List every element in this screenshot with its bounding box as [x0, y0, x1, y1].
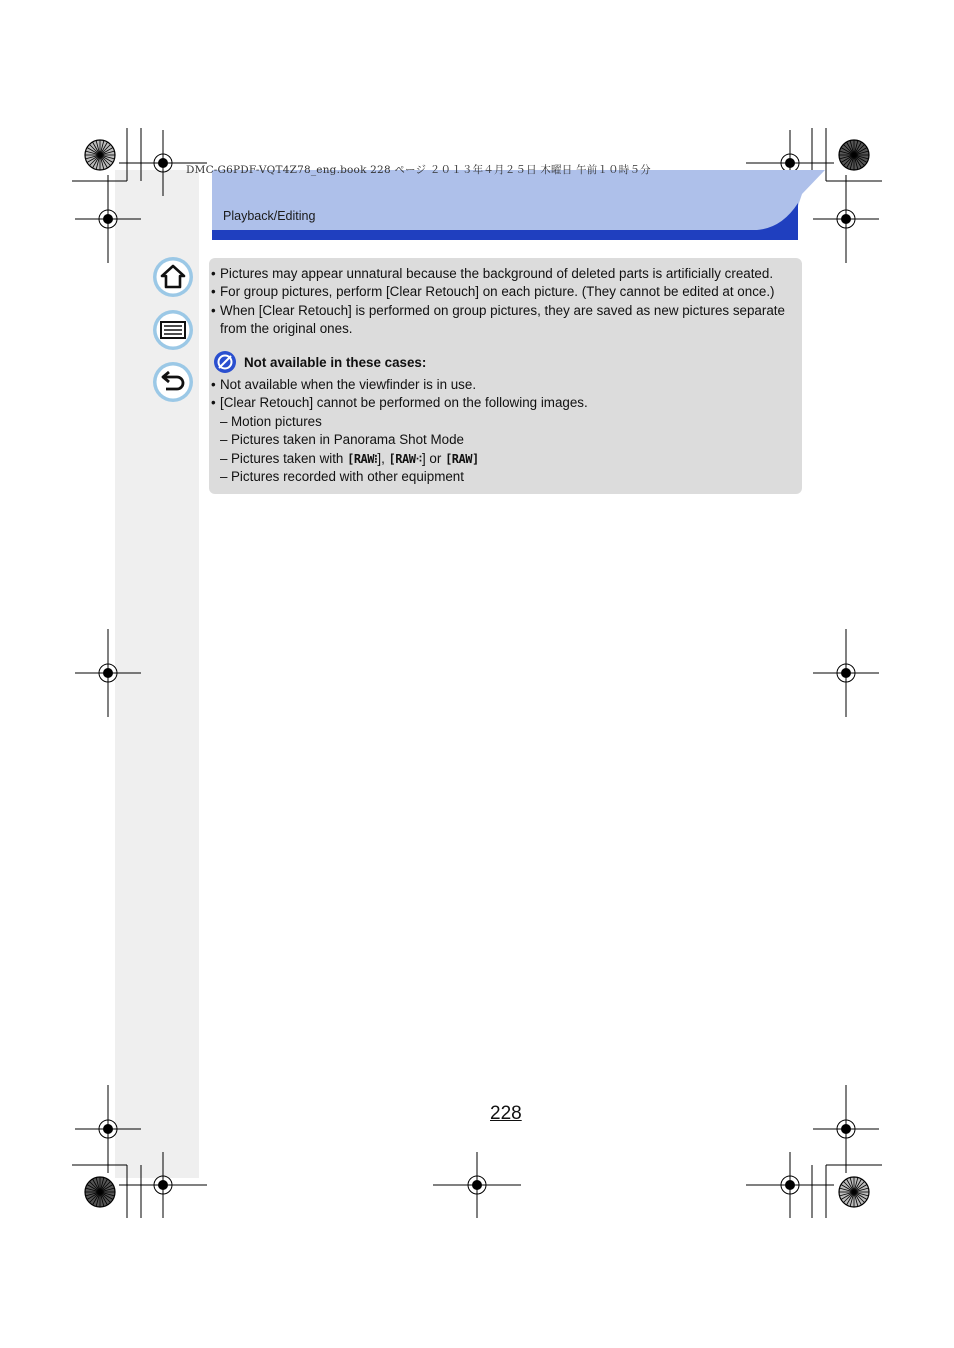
- raw-standard-suffix: ]: [421, 451, 426, 466]
- bullet-text: • For group pictures, perform [Clear Retouch] on each picture. (They cannot be edited at once.): [220, 283, 775, 301]
- content-box: [209, 258, 802, 494]
- raw-standard-icon: [RAW: [388, 452, 416, 466]
- note-dash-item: – Motion pictures: [231, 413, 322, 431]
- menu-button[interactable]: [152, 309, 194, 351]
- raw-fine-icon: [RAW: [347, 452, 375, 466]
- note-bullet: • Not available when the viewfinder is in use.: [220, 376, 476, 394]
- home-icon: [152, 256, 194, 298]
- raw-or: or: [425, 451, 446, 466]
- page-number: 228: [490, 1103, 522, 1124]
- quality-fine-icon: ⁝: [374, 452, 378, 466]
- note-dash-item: [231, 450, 479, 468]
- note-dash-item: – Pictures recorded with other equipment: [231, 468, 464, 486]
- raw-only-icon: [RAW]: [445, 452, 479, 466]
- note-dash-item: – Pictures taken in Panorama Shot Mode: [231, 431, 464, 449]
- raw-prefix: Pictures taken with: [231, 451, 348, 466]
- bullet-text: • When [Clear Retouch] is performed on group pictures, they are saved as new pictures separate: [220, 302, 785, 320]
- return-arrow-icon: [152, 361, 194, 403]
- quality-standard-icon: ⁖: [415, 452, 422, 466]
- bullet-text: • Pictures may appear unnatural because the background of deleted parts is artificially created.: [220, 265, 773, 283]
- not-available-icon: [213, 350, 237, 374]
- raw-fine-suffix: ],: [377, 451, 385, 466]
- back-button[interactable]: [152, 361, 194, 403]
- section-title: Playback/Editing: [223, 209, 316, 223]
- header-band: [212, 170, 825, 242]
- print-info: DMC-G6PDF-VQT4Z78_eng.book 228 ページ ２０１３年４月２５日 木曜日 午前１０時５分: [186, 164, 651, 176]
- note-title: Not available in these cases:: [244, 355, 427, 370]
- bullet-continuation: from the original ones.: [220, 321, 353, 336]
- home-button[interactable]: [152, 256, 194, 298]
- note-bullet: • [Clear Retouch] cannot be performed on the following images.: [220, 394, 588, 412]
- list-icon: [152, 309, 194, 351]
